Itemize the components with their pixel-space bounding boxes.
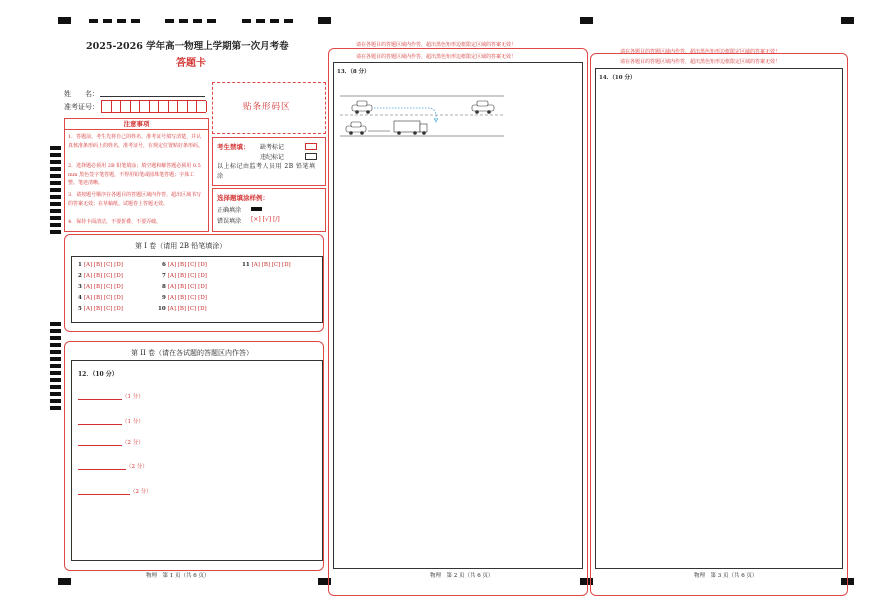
q12-blank-2[interactable]: （1 分） [78,417,144,425]
wrong-fill-label: 错误填涂 [217,218,242,225]
position-mark [58,17,71,24]
q13-answer-area[interactable] [333,62,583,569]
wrong-fill-sample: [×] [√] [/] [251,216,280,223]
q12-blank-4[interactable]: （2 分） [78,462,148,470]
proctor-note: 以上标记由监考人员用 2B 铅笔填涂 [217,163,316,180]
notice-box [64,118,209,232]
position-mark [131,19,140,23]
name-label: 姓 名： [64,90,99,98]
q14-answer-area[interactable] [595,68,843,569]
position-mark [165,19,174,23]
choice-q1[interactable]: 1 [A] [B] [C] [D] [78,262,123,268]
choice-grid [71,256,323,323]
notice-title: 注意事项 [65,119,208,130]
q12-title: 12．（10 分） [78,371,118,378]
page-1-footer: 物理 第 1 页（共 6 页） [146,573,210,579]
proctor-box [212,137,326,186]
position-mark [207,19,216,23]
violation-label: 违纪标记 [260,154,285,161]
q13-figure [338,88,510,140]
choice-q8[interactable]: 8 [A] [B] [C] [D] [162,284,207,290]
choice-q6[interactable]: 6 [A] [B] [C] [D] [162,262,207,268]
correct-fill-sample [251,207,262,211]
q12-blank-5[interactable]: （2 分） [78,487,152,495]
warning-text: 请在各题目的答题区域内作答，超出黑色矩形边框限定区域的答案无效！ [356,54,517,60]
truck-icon [394,121,427,135]
choice-q9[interactable]: 9 [A] [B] [C] [D] [162,295,207,301]
id-label: 准考证号： [64,103,99,111]
notice-item: 4．保持卡面清洁，不要折叠、不要弄破。 [68,219,162,225]
warning-text: 请在各题目的答题区域内作答，超出黑色矩形边框限定区域的答案无效！ [620,49,781,55]
name-field[interactable] [100,96,205,97]
proctor-title: 考生禁填： [217,143,250,151]
page-3-footer: 物理 第 3 页（共 6 页） [694,573,758,579]
q12-blank-3[interactable]: （2 分） [78,438,144,446]
absent-mark-box[interactable] [305,143,317,150]
barcode-area [212,82,326,134]
absent-label: 缺考标记 [260,144,285,151]
notice-item: 1．答题前，考生先将自己的姓名、准考证号填写清楚，并认真核准条形码上的姓名、准考证号，在规定位置贴好条形码。 [68,134,204,149]
exam-title: 2025-2026 学年高一物理上学期第一次月考卷 [86,41,289,52]
warning-text: 请在各题目的答题区域内作答，超出黑色矩形边框限定区域的答案无效！ [620,59,781,65]
section-1-title: 第 I 卷（请用 2B 铅笔填涂） [135,242,227,250]
choice-q10[interactable]: 10 [A] [B] [C] [D] [158,306,207,312]
position-mark [89,19,98,23]
choice-q2[interactable]: 2 [A] [B] [C] [D] [78,273,123,279]
warning-text: 请在各题目的答题区域内作答，超出黑色矩形边框限定区域的答案无效！ [356,42,517,48]
correct-fill-label: 正确填涂 [217,207,242,214]
choice-q4[interactable]: 4 [A] [B] [C] [D] [78,295,123,301]
position-mark [179,19,188,23]
car-icon [352,101,372,114]
choice-q11[interactable]: 11 [A] [B] [C] [D] [242,262,291,268]
position-mark [58,578,71,585]
notice-item: 2．选择题必须用 2B 铅笔填涂；填空题和解答题必须用 0.5 mm 黑色签字笔答题，不得用铅笔或圆珠笔答题；字体工整、笔迹清晰。 [68,163,201,186]
section-1-box [64,234,324,332]
violation-mark-box[interactable] [305,153,317,160]
position-mark [270,19,279,23]
car-icon [346,122,366,135]
q12-answer-area[interactable] [71,360,323,561]
choice-q7[interactable]: 7 [A] [B] [C] [D] [162,273,207,279]
position-mark [193,19,202,23]
position-mark [117,19,126,23]
fill-sample-title: 选择题填涂样例： [217,194,269,202]
section-2-title: 第 II 卷（请在各试题的答题区内作答） [131,349,253,357]
section-2-box [64,341,324,571]
position-mark [103,19,112,23]
answer-card-subtitle: 答题卡 [176,58,206,69]
choice-q5[interactable]: 5 [A] [B] [C] [D] [78,306,123,312]
position-mark [580,17,593,24]
notice-item: 3．请按题号顺序在各题目的答题区域内作答，超出区域书写的答案无效；在草稿纸、试题卷上答题无效。 [68,192,202,207]
barcode-label: 贴条形码区 [243,102,291,112]
position-mark [242,19,251,23]
position-mark [256,19,265,23]
fill-sample-box [212,188,326,232]
position-mark [284,19,293,23]
q14-title: 14．（10 分） [599,75,636,81]
choice-q3[interactable]: 3 [A] [B] [C] [D] [78,284,123,290]
id-number-boxes[interactable] [101,100,206,113]
q13-title: 13．（8 分） [337,69,370,75]
position-mark [841,17,854,24]
q12-blank-1[interactable]: （1 分） [78,392,144,400]
car-icon [472,101,494,114]
position-mark [318,17,331,24]
page-2-footer: 物理 第 2 页（共 6 页） [430,573,494,579]
